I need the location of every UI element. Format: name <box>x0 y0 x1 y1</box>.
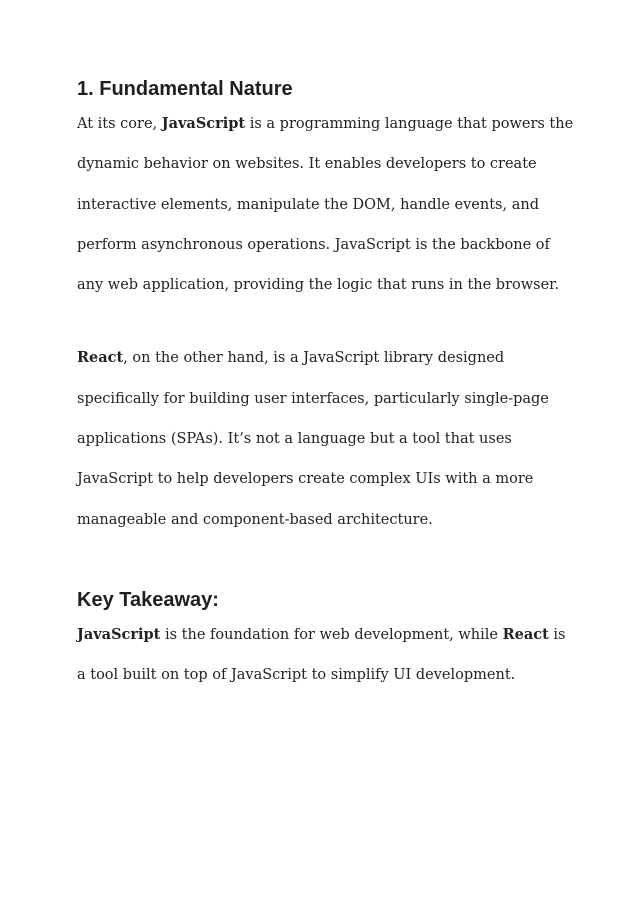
bold-term-javascript: JavaScript <box>161 115 246 132</box>
paragraph-javascript <box>77 104 578 305</box>
bold-term-react: React <box>77 349 124 367</box>
paragraph-react <box>77 338 578 539</box>
paragraph-text: is a tool built on top of JavaScript to simplify UI development. <box>77 626 566 684</box>
section-heading-fundamental-nature: 1. Fundamental Nature <box>77 78 293 100</box>
paragraph-text: At its core, <box>77 116 162 132</box>
paragraph-key-takeaway <box>77 615 578 696</box>
paragraph-text: is a programming language that powers the dynamic behavior on websites. It enables developers to create interactive elements, manipulate the DOM, handle events, and perform asynchronous operations. JavaScript is the backbone of any web application, providing the logic that runs in the browser. <box>77 116 574 294</box>
paragraph-text: , on the other hand, is a JavaScript library designed specifically for building user interfaces, particularly single-page applications (SPAs). It’s not a language but a tool that uses JavaScript to help developers create complex UIs with a more manageable and component-based architecture. <box>77 350 549 528</box>
section-heading-key-takeaway: Key Takeaway: <box>77 588 219 611</box>
bold-term-javascript: JavaScript <box>77 625 161 643</box>
paragraph-text: is the foundation for web development, while <box>160 626 503 643</box>
bold-term-react: React <box>502 625 549 643</box>
